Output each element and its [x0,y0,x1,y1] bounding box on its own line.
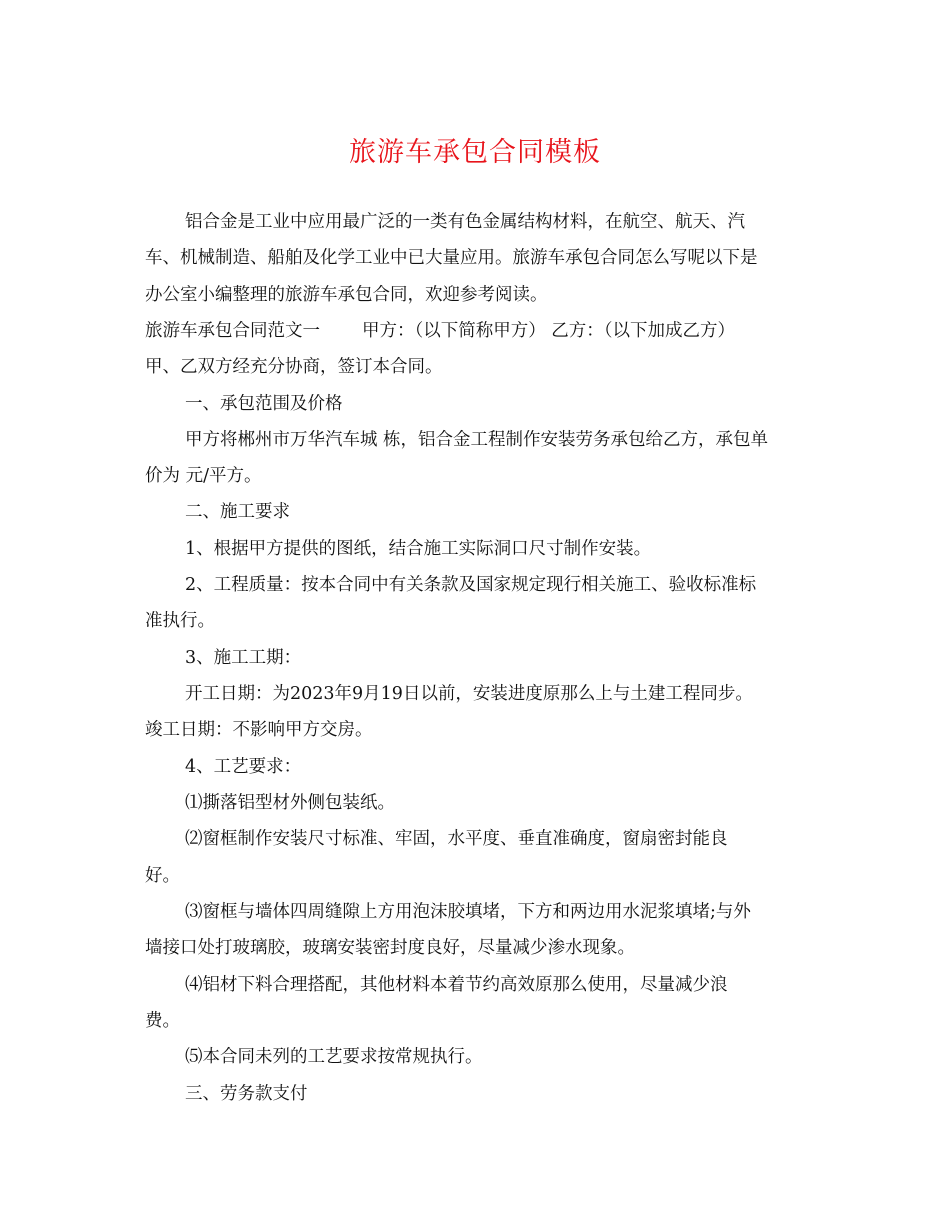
section1-body-line-2: 价为 元/平方。 [145,466,262,486]
requirement-5: ⑸本合同未列的工艺要求按常规执行。 [185,1047,483,1067]
section2-item4: 4、工艺要求： [185,757,302,777]
requirement-2-line-1: ⑵窗框制作安装尺寸标准、牢固，水平度、垂直准确度，窗扇密封能良 [185,829,728,849]
party-line: 甲方：（以下简称甲方） 乙方：（以下加成乙方） [362,321,736,341]
section1-heading: 一、承包范围及价格 [185,394,343,414]
requirement-3-line-1: ⑶窗框与墙体四周缝隙上方用泡沫胶填堵，下方和两边用水泥浆填堵;与外 [185,902,751,922]
section2-item3: 3、施工工期： [185,648,302,668]
section2-item2-line-1: 2、工程质量：按本合同中有关条款及国家规定现行相关施工、验收标准标 [185,575,757,595]
requirement-2-line-2: 好。 [145,866,180,886]
section2-item2-line-2: 准执行。 [145,611,215,631]
requirement-4-line-2: 费。 [145,1011,180,1031]
intro-line-1: 铝合金是工业中应用最广泛的一类有色金属结构材料，在航空、航天、汽 [185,212,745,232]
section1-body-line-1: 甲方将郴州市万华汽车城 栋，铝合金工程制作安装劳务承包给乙方，承包单 [185,430,769,450]
document-title: 旅游车承包合同模板 [349,137,601,168]
section3-heading: 三、劳务款支付 [185,1084,308,1104]
sample-label: 旅游车承包合同范文一 [145,321,320,341]
schedule-line-2: 竣工日期：不影响甲方交房。 [145,720,373,740]
intro-line-3: 办公室小编整理的旅游车承包合同，欢迎参考阅读。 [145,285,548,305]
sample-header-line [145,320,735,342]
section2-item1: 1、根据甲方提供的图纸，结合施工实际洞口尺寸制作安装。 [185,539,652,559]
section2-heading: 二、施工要求 [185,502,290,522]
agreement-line: 甲、乙双方经充分协商，签订本合同。 [145,357,443,377]
schedule-line-1: 开工日期：为2023年9月19日以前，安装进度原那么上与土建工程同步。 [185,684,753,704]
requirement-1: ⑴撕落铝型材外侧包装纸。 [185,793,395,813]
intro-line-2: 车、机械制造、船舶及化学工业中已大量应用。旅游车承包合同怎么写呢以下是 [145,248,758,268]
requirement-3-line-2: 墙接口处打玻璃胶，玻璃安装密封度良好，尽量减少渗水现象。 [145,938,635,958]
requirement-4-line-1: ⑷铝材下料合理搭配，其他材料本着节约高效原那么使用，尽量减少浪 [185,975,728,995]
